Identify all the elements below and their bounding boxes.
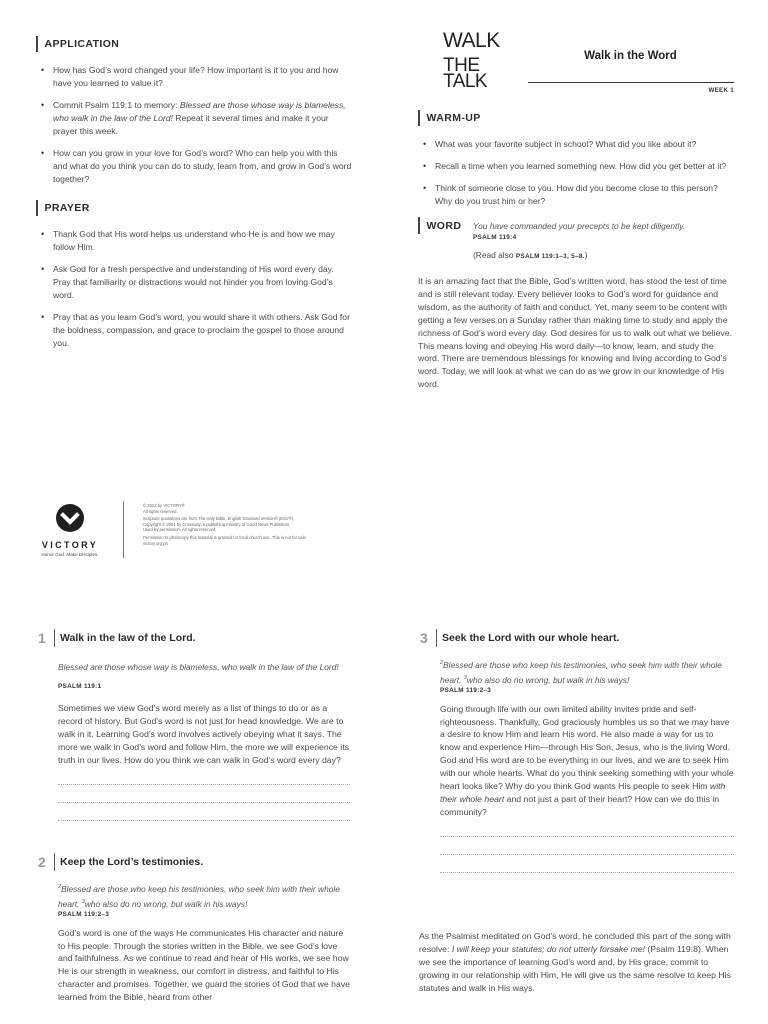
word-verse-block: [473, 217, 685, 260]
point1-quote: Blessed are those whose way is blameless, who walk in the law of the Lord!: [58, 662, 339, 672]
victory-tagline: Honor God. Make Disciples.: [41, 552, 99, 557]
legal-text: © 2022 by VICTORY® All rights reserved. Scripture quotations are from The Holy Bible, English Standard Version® (ESV®), Copyright © 2001 by Crossway, a publishing ministry of Good News Publishers. Used by permission. All rights reserved. Permission to photocopy this material is granted for local church use. This is not for sale. victory.org.ph: [143, 503, 308, 546]
heading-bar: [36, 36, 38, 52]
page-bottom: [0, 512, 768, 1024]
list-item: • How can you grow in your love for God’s word? Who can help you with this and what do you think you can do to study, learn from, and grow in God’s word together?: [36, 147, 352, 186]
walk-the-talk-logo: WALK THE TALK: [443, 29, 500, 92]
word-heading: WORD: [418, 217, 473, 260]
point2-quote: $^2$Blessed are those who keep his testimonies, who seek him with their whole heart, $^3$who also do no wrong, but walk in his ways!: [58, 883, 340, 909]
point2-ref: PSALM 119:2–3: [58, 910, 110, 918]
word-body: It is an amazing fact that the Bible, God’s written word, has stood the test of time and is still relevant today. Every believer looks to God’s word for guidance and wisdom, as the authority of faith and conduct. Yet, many seem to be content with getting a few verses on a Sunday rather than making time to study and apply the richness of God’s word every day. God desires for us to walk out what we believe. This means loving and obeying His word daily—to know, learn, and study the word. There are tremendous blessings for knowing and living according to God’s word. Today, we will look at what we can do as we grow in our knowledge of His word.: [418, 276, 733, 390]
point1-heading: 1 Walk in the law of the Lord.: [38, 630, 196, 646]
week-label: WEEK 1: [708, 87, 734, 94]
application-heading: APPLICATION: [36, 36, 352, 52]
left-column: [36, 36, 352, 359]
word-verse: You have commanded your precepts to be kept diligently.: [473, 221, 686, 231]
prayer-heading: PRAYER: [36, 200, 352, 216]
list-item: • What was your favorite subject in school? What did you like about it?: [418, 138, 734, 151]
point2-body: God’s word is one of the ways He communicates His character and nature to His people. Through the stories written in the Bible, we see God’s love and faithfulness. As we continue to read and hear of His works, we see how He is our strength in weakness, our comfort in distress, and faithful to His character and promises. Together, we guard the stories of God that we have learned from the Bible, heard from other: [58, 927, 351, 1003]
heading-bar: [418, 110, 420, 126]
point1-body: Sometimes we view God’s word merely as a list of things to do or as a record of history. But God’s word is not just for head knowledge. We are to walk in it. Learning God’s word involves actively obeying what it says. The more we walk in God’s word and follow Him, the more we will experience its truth in our lives. How do you think we can walk in God’s word every day?: [58, 703, 349, 765]
answer-line: [58, 802, 350, 803]
point2-heading: 2 Keep the Lord’s testimonies.: [38, 854, 204, 870]
point3-ref: PSALM 119:2–3: [440, 686, 492, 694]
answer-line: [58, 820, 350, 821]
read-also: (Read also PSALM 119:1–3, 5–8.): [473, 250, 588, 260]
warmup-list: [418, 138, 734, 208]
heading-bar: [36, 200, 38, 216]
list-item: • Thank God that His word helps us understand who He is and how we may follow Him.: [36, 228, 352, 254]
answer-lines: [38, 784, 350, 821]
point1-ref: PSALM 119:1: [58, 683, 102, 690]
list-item: • How has God’s word changed your life? How important is it to you and how have you learned to value it?: [36, 64, 352, 90]
list-item: • Recall a time when you learned something new. How did you get better at it?: [418, 160, 734, 173]
application-list: [36, 64, 352, 186]
point3-section: [420, 629, 734, 873]
answer-line: [58, 784, 350, 785]
list-item: • Think of someone close to you. How did you become close to this person? Why do you trust him or her?: [418, 182, 734, 208]
word-verse-ref: PSALM 119:4: [473, 234, 517, 241]
point3-quote: $^2$Blessed are those who keep his testimonies, who seek him with their whole heart, $^3$who also do no wrong, but walk in his ways!: [440, 659, 722, 685]
word-section: [418, 217, 734, 260]
point3-heading: 3 Seek the Lord with our whole heart.: [420, 630, 620, 646]
heading-bar: [418, 217, 420, 234]
list-item: • Commit Psalm 119:1 to memory: Blessed are those whose way is blameless, who walk in the law of the Lord! Repeat it several times and make it your prayer this week.: [36, 99, 352, 138]
series-title: Walk in the Word: [584, 50, 677, 62]
warmup-heading: WARM-UP: [418, 110, 734, 126]
point1-section: [38, 629, 350, 821]
point3-body: Going through life with our own limited ability invites pride and self-righteousness. Thankfully, God graciously humbles us so that we may have a desire to know Him and learn His word. He also made a way for us to know and experience Him—through His Son, Jesus, who is the living Word. God and His word are to be everything in our lives, and we are to seek Him with our whole hearts. What do you think seeking something with your whole heart looks like? Why do you think God wants His people to seek Him with their whole heart and not just a part of their heart? How can we do this in community?: [440, 703, 734, 817]
list-item: • Ask God for a fresh perspective and understanding of His word every day. Pray that familiarity or distractions would not hinder you from loving God’s word.: [36, 263, 352, 302]
answer-line: [440, 872, 734, 873]
point2-section: [38, 853, 350, 1004]
answer-line: [440, 854, 734, 855]
title-rule: [528, 82, 734, 83]
prayer-list: [36, 228, 352, 350]
victory-name: VICTORY: [41, 540, 99, 550]
answer-line: [440, 836, 734, 837]
list-item: • Pray that as you learn God’s word, you would share it with others. Ask God for the boldness, compassion, and grace to proclaim the gospel to those around you.: [36, 311, 352, 350]
conclusion: As the Psalmist meditated on God’s word, he concluded this part of the song with resolve: I will keep your statutes; do not utterly forsake me! (Psalm 119:8). When we see the importance of learning God’s word and, by His grace, commit to growing in our relationship with Him, He will give us the same resolve to keep His statutes and walk in His ways.: [419, 931, 731, 993]
answer-lines: [420, 836, 734, 873]
right-column: [418, 110, 734, 391]
